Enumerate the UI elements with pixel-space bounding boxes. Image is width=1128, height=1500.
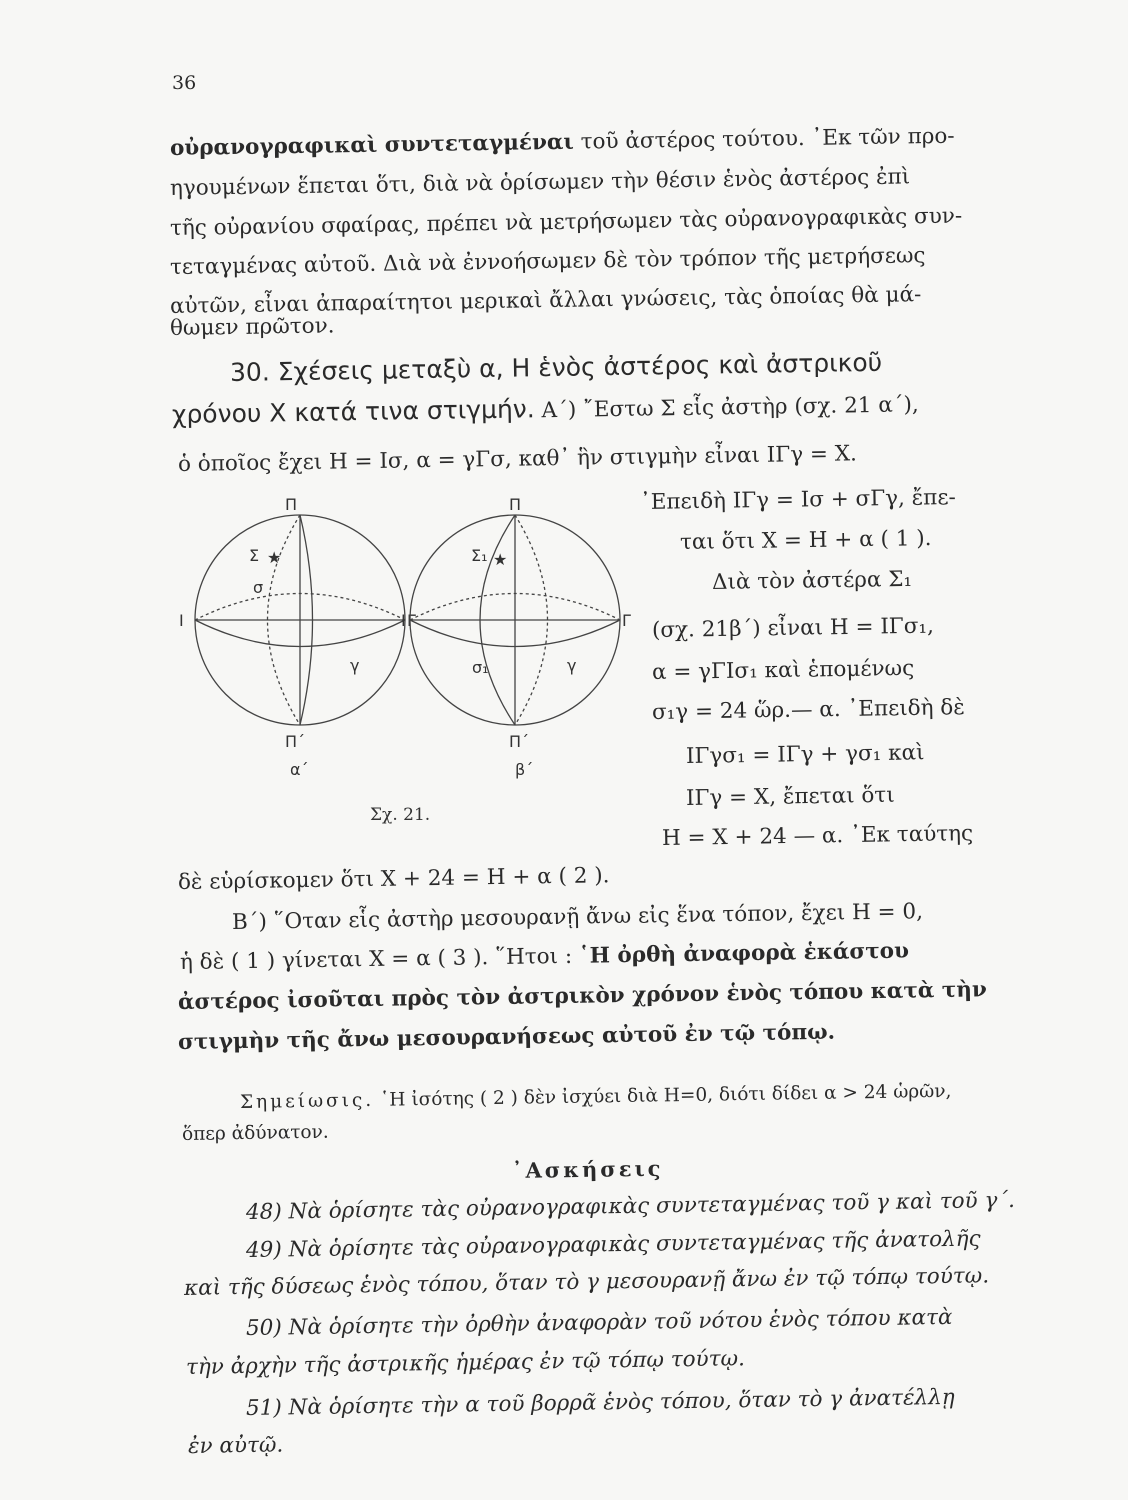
text-line: θωμεν πρῶτον. — [169, 313, 335, 341]
sphere-b-gamma-label: γ — [567, 656, 577, 675]
section-heading-cont: χρόνου Χ κατά τινα στιγμήν. — [171, 394, 535, 429]
sphere-a-top-label: Π — [285, 495, 298, 514]
exercise-line: 50) Νὰ ὁρίσητε τὴν ὀρθὴν ἀναφορὰν τοῦ νότου ἑνὸς τόπου κατὰ — [245, 1304, 953, 1341]
exercise-line: τὴν ἀρχὴν τῆς ἀστρικῆς ἡμέρας ἐν τῷ τόπῳ τούτῳ. — [185, 1346, 746, 1380]
bold-rule-line: στιγμὴν τῆς ἄνω μεσουρανήσεως αὐτοῦ ἐν τῷ τόπῳ. — [177, 1019, 836, 1055]
note-line — [239, 1080, 952, 1113]
text-line: ὁ ὁποῖος ἔχει Η = Ισ, α = γΓσ, καθ᾿ ἣν στιγμὴν εἶναι ΙΓγ = Χ. — [177, 441, 858, 477]
text-line: σ₁γ = 24 ὥρ.— α. ᾿Επειδὴ δὲ — [651, 695, 965, 725]
exercise-line: 48) Νὰ ὁρίσητε τὰς οὐρανογραφικὰς συντεταγμένας τοῦ γ καὶ τοῦ γ΄. — [245, 1187, 1016, 1225]
exercise-line: καὶ τῆς δύσεως ἑνὸς τόπου, ὅταν τὸ γ μεσουρανῇ ἄνω ἐν τῷ τόπῳ τούτῳ. — [183, 1263, 990, 1301]
text-line: δὲ εὑρίσκομεν ὅτι Χ + 24 = Η + α ( 2 ). — [177, 863, 610, 895]
text-line: ηγουμένων ἕπεται ὅτι, διὰ νὰ ὁρίσωμεν τὴν θέσιν ἑνὸς ἀστέρος ἐπὶ — [169, 164, 911, 201]
text-line: ται ὅτι Χ = Η + α ( 1 ). — [679, 526, 932, 555]
sphere-a-left-label: Ι — [179, 611, 184, 630]
sphere-b-left-label: Ι — [401, 611, 406, 630]
text-span: ἡ δὲ ( 1 ) γίνεται Χ = α ( 3 ). ῞Ητοι : — [179, 943, 580, 975]
text-line: τεταγμένας αὐτοῦ. Διὰ νὰ ἐννοήσωμεν δὲ τὸν τρόπον τῆς μετρήσεως — [169, 243, 926, 280]
note-label: Σημείωσις. — [239, 1089, 375, 1113]
sphere-b — [410, 515, 620, 725]
figure-label-b: β΄ — [515, 760, 534, 779]
text-line: (σχ. 21β΄) εἶναι Η = ΙΓσ₁, — [651, 613, 935, 643]
text-line — [169, 123, 955, 161]
sphere-a-star-label: Σ — [249, 546, 260, 565]
figure-label-a: α΄ — [290, 760, 309, 779]
text-span: Α΄) ῎Εστω Σ εἷς ἀστὴρ (σχ. 21 α΄), — [534, 392, 919, 424]
page-number: 36 — [172, 72, 197, 94]
exercises-title: ᾿Ασκήσεις — [511, 1155, 664, 1183]
text-line: τῆς οὐρανίου σφαίρας, πρέπει νὰ μετρήσωμεν τὰς οὐρανογραφικὰς συν- — [169, 203, 963, 241]
text-line: ᾿Επειδὴ ΙΓγ = Ισ + σΓγ, ἔπε- — [639, 485, 956, 515]
bold-rule: ῾Η ὀρθὴ ἀναφορὰ ἑκάστου — [578, 938, 910, 969]
text-span: τοῦ ἀστέρος τούτου. ᾿Εκ τῶν προ- — [573, 123, 955, 155]
figure-21 — [175, 495, 635, 825]
sphere-b-star-label: Σ₁ — [471, 546, 488, 565]
section-heading: 30. Σχέσεις μεταξὺ α, Η ἑνὸς ἀστέρος καὶ ἀστρικοῦ — [229, 347, 883, 387]
sphere-b-top-label: Π — [509, 495, 522, 514]
sphere-a-gamma-label: γ — [350, 656, 360, 675]
bold-term: οὐρανογραφικαὶ συντεταγμέναι — [169, 129, 575, 161]
exercise-line: ἐν αὐτῷ. — [187, 1432, 284, 1459]
note-line: ὅπερ ἀδύνατον. — [181, 1121, 329, 1145]
text-line — [179, 938, 910, 975]
text-line: Η = Χ + 24 — α. ᾿Εκ ταύτης — [661, 821, 974, 851]
sphere-a-right-label: Γ — [407, 611, 416, 630]
text-line: ΙΓγσ₁ = ΙΓγ + γσ₁ καὶ — [685, 740, 925, 769]
text-line: Β΄) ῞Οταν εἷς ἀστὴρ μεσουρανῇ ἄνω εἰς ἕνα τόπον, ἔχει Η = 0, — [231, 899, 924, 935]
text-line: Διὰ τὸν ἀστέρα Σ₁ — [711, 566, 913, 595]
sphere-b-bottom-label: Π΄ — [509, 732, 530, 751]
text-line: α = γΓΙσ₁ καὶ ἑπομένως — [651, 655, 915, 685]
figure-caption: Σχ. 21. — [370, 805, 431, 825]
sphere-b-sigma-label: σ₁ — [472, 658, 489, 677]
sphere-a-bottom-label: Π΄ — [285, 732, 306, 751]
exercise-line: 49) Νὰ ὁρίσητε τὰς οὐρανογραφικὰς συντεταγμένας τῆς ἀνατολῆς — [245, 1226, 981, 1263]
sphere-a — [195, 515, 405, 725]
sphere-b-right-label: Γ — [622, 611, 631, 630]
text-line: αὐτῶν, εἶναι ἀπαραίτητοι μερικαὶ ἄλλαι γνώσεις, τὰς ὁποίας θὰ μά- — [169, 282, 922, 319]
star-icon: ★ — [267, 548, 282, 567]
note-text: ῾Η ἰσότης ( 2 ) δὲν ἰσχύει διὰ Η=0, διότι δίδει α > 24 ὡρῶν, — [379, 1080, 952, 1111]
sphere-a-sigma-label: σ — [253, 578, 264, 597]
text-line — [172, 390, 919, 427]
star-icon: ★ — [493, 550, 508, 569]
bold-rule-line: ἀστέρος ἰσοῦται πρὸς τὸν ἀστρικὸν χρόνον ἑνὸς τόπου κατὰ τὴν — [177, 977, 988, 1015]
text-line: ΙΓγ = Χ, ἔπεται ὅτι — [685, 782, 895, 811]
exercise-line: 51) Νὰ ὁρίσητε τὴν α τοῦ βορρᾶ ἑνὸς τόπου, ὅταν τὸ γ ἀνατέλλῃ — [245, 1384, 955, 1421]
